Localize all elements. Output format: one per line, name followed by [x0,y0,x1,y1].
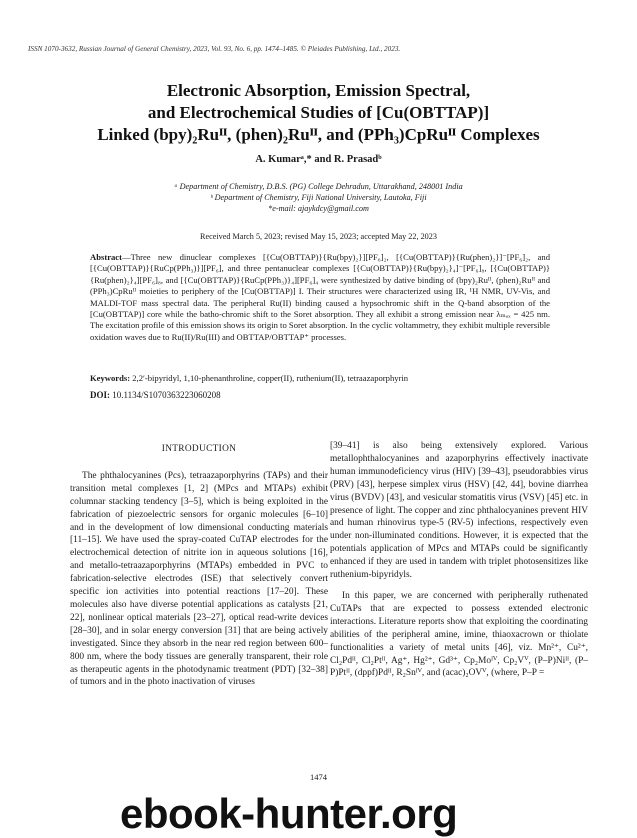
intro-paragraph-2: In this paper, we are concerned with peripherally ruthenated CuTAPs that are expected to possess extended electronic interactions. Literature reports show that exploiting the coordinating abilities of the peripheral amine, imine, thiaoxacrown or thiolate functionalities a variety of metal units [46], viz. Mn²⁺, Cu²⁺, Cl₂Pdᴵᴵ, Cl₂Ptᴵᴵ, Ag⁺, Hg²⁺, Gd³⁺, Cp₂Moᴵⱽ, Cp₂Vⱽ, (P–P)Niᴵᴵ, (P–P)Ptᴵᴵ, (dppf)Pdᴵᴵ, R₂Snᴵⱽ, and (acac)₂OVⱽ, (where, P–P = [330,590,588,679]
abstract-text: —Three new dinuclear complexes [{Cu(OBTTAP)}{Ru(bpy)₂}][PF₆]₂, [{Cu(OBTTAP)}{Ru(phen)₂}]⁻[PF₆]₂, and [{Cu(OBTTAP)}{RuCp(PPh₃)}][PF₆], and three pentanuclear complexes [{Cu(OBTTAP)}{Ru(bpy)₂}₄]⁻[PF₆]₈, [{Cu(OBTTAP)}{Ru(phen)₂}₄][PF₆]₈, and [{Cu(OBTTAP)}{RuCp(PPh₃)}₄][PF₆]₄ were synthesized by dative binding of (bpy)₂Ruᴵᴵ, (phen)₂Ruᴵᴵ and (PPh₃)CpRuᴵᴵ moieties to periphery of the [Cu(OBTTAP)] I. Their structures were characterized using IR, ¹H NMR, UV-Vis, and MALDI-TOF mass spectral data. The peripheral Ru(II) binding caused a hypsochromic shift in the Q-band absorption of the [Cu(OBTTAP)] core while the batho-chromic shift to the Soret absorption. They all exhibit a strong emission near λₘₐₓ = 425 nm. The excitation profile of this emission shows its origin to Soret absorption. In the cyclic voltammetry, they exhibit multiple reversible oxidation waves due to Ru(II)/Ru(III) and OBTTAP/OBTTAP⁺ processes. [90,252,550,342]
abstract-label: Abstract [90,252,122,262]
affiliations [0,181,637,214]
affiliation-a: ᵃ Department of Chemistry, D.B.S. (PG) College Dehradun, Uttarakhand, 248001 India [174,182,463,191]
body-column-right [330,440,588,680]
doi-label: DOI: [90,390,110,400]
page-number: 1474 [310,772,327,782]
received-dates: Received March 5, 2023; revised May 15, 2023; accepted May 22, 2023 [200,232,437,241]
section-heading-introduction: INTRODUCTION [161,444,237,454]
title-line-2: and Electrochemical Studies of [Cu(OBTTAP)] [147,103,490,122]
intro-paragraph-1: The phthalocyanines (Pcs), tetraazaporphyrins (TAPs) and their transition metal complexes [1, 2] (MPcs and MTAPs) exhibit columnar stacking tendency [3–5], which is being exploited in the fabrication of piezoelectric sensors for organic molecules [6–10] and in the development of low dimensional conducting materials [11–15]. We have used the spray-coated CuTAP electrodes for the electrochemical detection of nitrite ion in aqueous solutions [16], and metallo-tetraazaporphyrins (MTAPs) embedded in PVC to fabrication-selective electrodes (ISE) that selectively convert specific ion activities into potential reactions [17–20]. These molecules also have diverse potential applications as catalysts [21, 22], nonlinear optical materials [23–27], optical read-write devices [28–30], and in solar energy conversion [31] that are being actively investigated. Since they absorb in the near red region between 600–800 nm, where the body tissues are generally transparent, their role as therapeutic agents in the photodynamic treatment (PDT) [32–38] of tumors and in the photo inactivation of viruses [70,470,328,688]
watermark-text: ebook-hunter.org [120,790,458,837]
journal-citation-header: ISSN 1070-3632, Russian Journal of General Chemistry, 2023, Vol. 93, No. 6, pp. 1474–1485. © Pleiades Publishing, Ltd., 2023. [28,45,401,53]
title-line-1: Electronic Absorption, Emission Spectral, [166,81,471,100]
title-line-3: Linked (bpy)₂Ruᴵᴵ, (phen)₂Ruᴵᴵ, and (PPh₃)CpRuᴵᴵ Complexes [97,125,540,144]
keywords-label: Keywords: [90,373,131,383]
keywords [90,373,550,384]
corresponding-email: *e-mail: ajaykdcy@gmail.com [268,204,369,213]
intro-paragraph-1-continued: [39–41] is also being extensively explored. Various metallophthalocyanines and azaporphyrins effectively inactivate human immunodeficiency virus (HIV) [39–43], pseudorabbies virus (PRV) [43], herpese simplex virus (HSV) [42, 44], bovine diarrhea virus (BVDV) [43], and vesicular stomatitis virus (VSV) [45] etc. in presence of light. The copper and zinc phthalocyanines prevent HIV and human rhinovirus type-5 (RV-5) infections, respectively even under non-illuminated conditions. However, it is expected that the potentials application of MPcs and MTAPs could be significantly enhanced if they are used in tandem with triplet photosensitizes like ruthenium-bipyridyls. [330,441,588,581]
doi-link[interactable]: 10.1134/S1070363223060208 [110,390,221,400]
body-column-left [70,440,328,689]
keywords-text: 2,2′-bipyridyl, 1,10-phenanthroline, copper(II), ruthenium(II), tetraazaporphyrin [130,373,409,383]
abstract [90,252,550,343]
article-title [40,80,597,146]
doi [90,390,550,400]
authors: A. Kumarᵃ,* and R. Prasadᵇ [255,154,382,165]
affiliation-b: ᵇ Department of Chemistry, Fiji National University, Lautoka, Fiji [210,193,427,202]
